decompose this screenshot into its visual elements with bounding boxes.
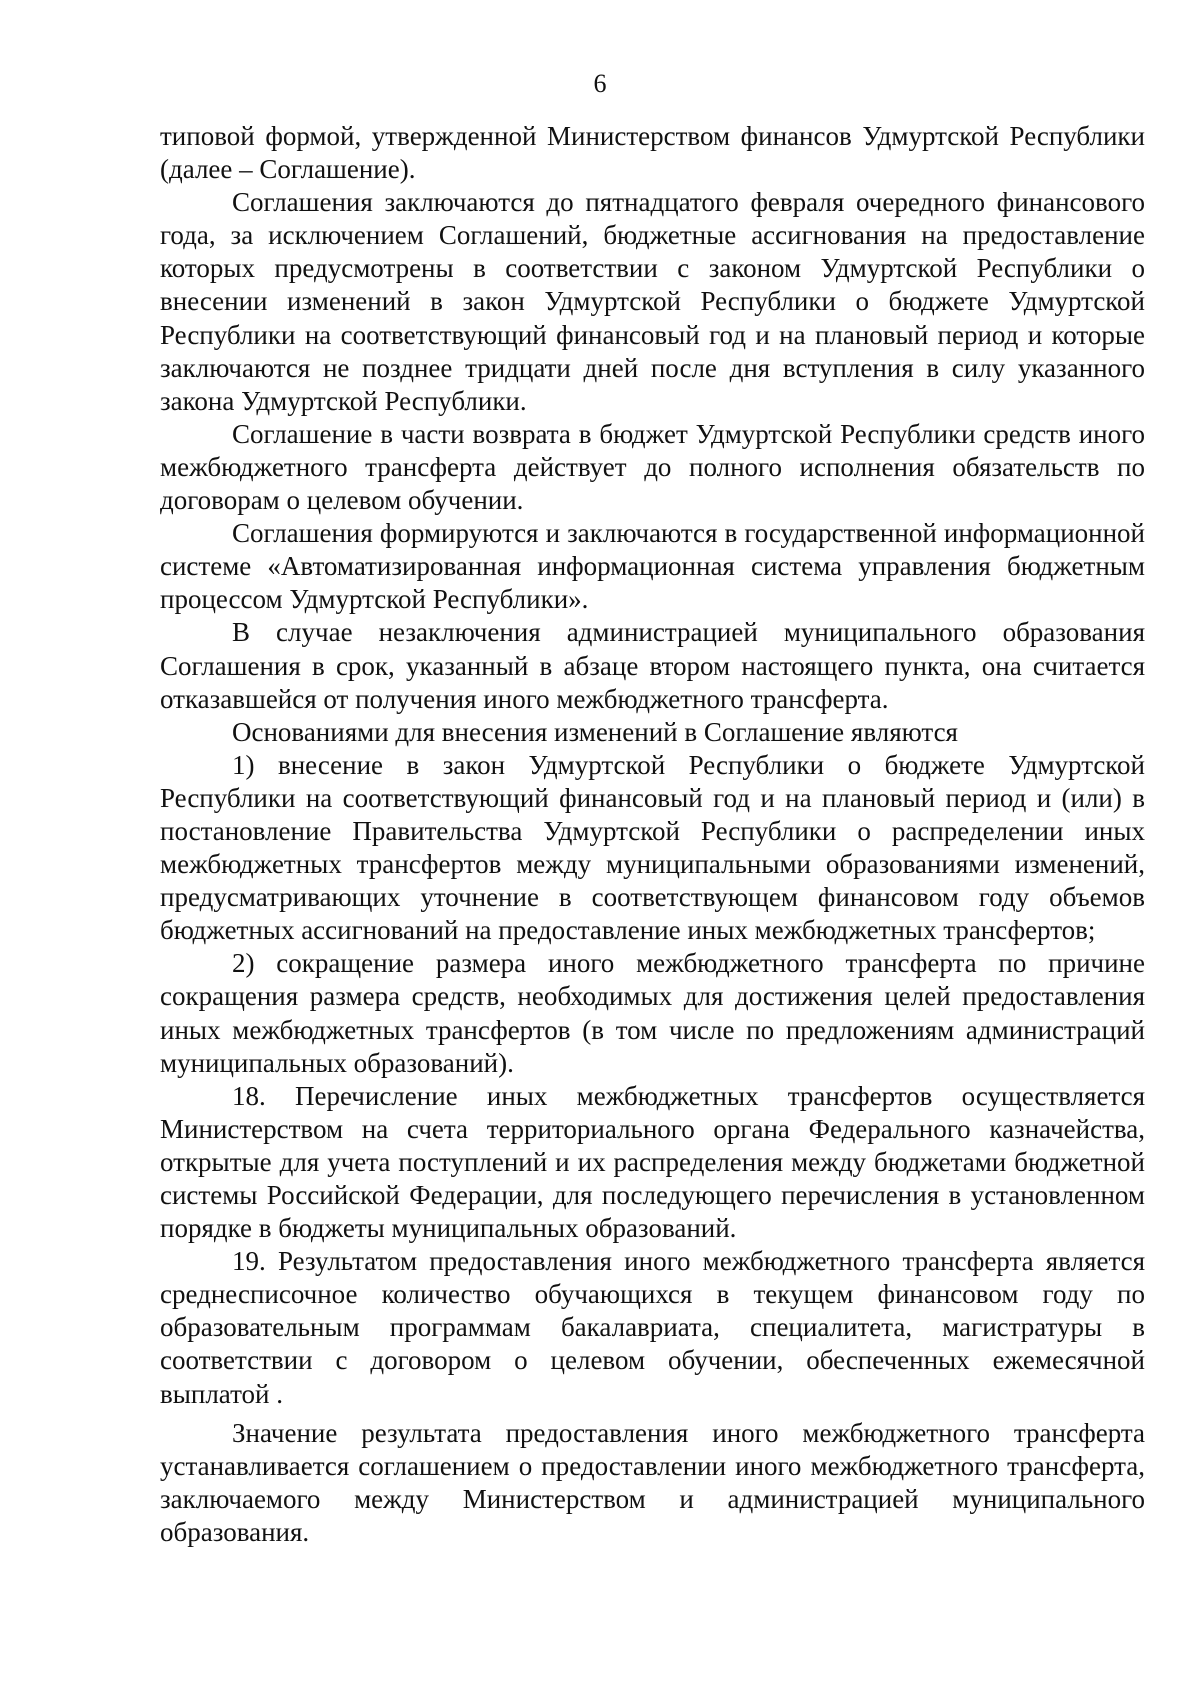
paragraph-non-conclusion: В случае незаключения администрацией муниципального образования Соглашения в срок, указанный в абзаце втором настоящего пункта, она считается отказавшейся от получения иного межбюджетного трансферта. <box>160 617 1145 714</box>
list-item-1: 1) внесение в закон Удмуртской Республики о бюджете Удмуртской Республики на соответствующий финансовый год и на плановый период и (или) в постановление Правительства Удмуртской Республики о распределении иных межбюджетных трансфертов между муниципальными образованиями изменений, предусматривающих уточнение в соответствующем финансовом году объемов бюджетных ассигнований на предоставление иных межбюджетных трансфертов; <box>160 749 1145 946</box>
document-body <box>160 120 1145 1549</box>
paragraph-agreement-refund: Соглашение в части возврата в бюджет Удмуртской Республики средств иного межбюджетного трансферта действует до полного исполнения обязательств по договорам о целевом обучении. <box>160 418 1145 516</box>
list-item-2: 2) сокращение размера иного межбюджетного трансферта по причине сокращения размера средств, необходимых для достижения целей предоставления иных межбюджетных трансфертов (в том числе по предложениям администраций муниципальных образований). <box>160 948 1145 1078</box>
paragraph-result-value: Значение результата предоставления иного межбюджетного трансферта устанавливается соглашением о предоставлении иного межбюджетного трансферта, заключаемого между Министерством и администрацией муниципального образования. <box>160 1417 1145 1547</box>
clause-19: 19. Результатом предоставления иного межбюджетного трансферта является среднесписочное количество обучающихся в текущем финансовом году по образовательным программам бакалавриата, специалитета, магистратуры в соответствии с договором о целевом обучении, обеспеченных ежемесячной выплатой . <box>160 1246 1145 1409</box>
paragraph-agreement-system: Соглашения формируются и заключаются в государственной информационной системе «Автоматизированная информационная система управления бюджетным процессом Удмуртской Республики». <box>160 518 1145 615</box>
clause-18: 18. Перечисление иных межбюджетных трансфертов осуществляется Министерством на счета территориального органа Федерального казначейства, открытые для учета поступлений и их распределения между бюджетами бюджетной системы Российской Федерации, для последующего перечисления в установленном порядке в бюджеты муниципальных образований. <box>160 1080 1145 1244</box>
page-number: 6 <box>593 69 607 98</box>
paragraph-agreement-deadline: Соглашения заключаются до пятнадцатого февраля очередного финансового года, за исключением Соглашений, бюджетные ассигнования на предоставление которых предусмотрены в соответствии с законом Удмуртской Республики о внесении изменений в закон Удмуртской Республики о бюджете Удмуртской Республики на соответствующий финансовый год и на плановый период и которые заключаются не позднее тридцати дней после дня вступления в силу указанного закона Удмуртской Республики. <box>160 187 1145 416</box>
paragraph-agreement-form: типовой формой, утвержденной Министерством финансов Удмуртской Республики (далее – Соглашение). <box>160 121 1145 185</box>
paragraph-change-grounds: Основаниями для внесения изменений в Соглашение являются <box>232 716 958 747</box>
